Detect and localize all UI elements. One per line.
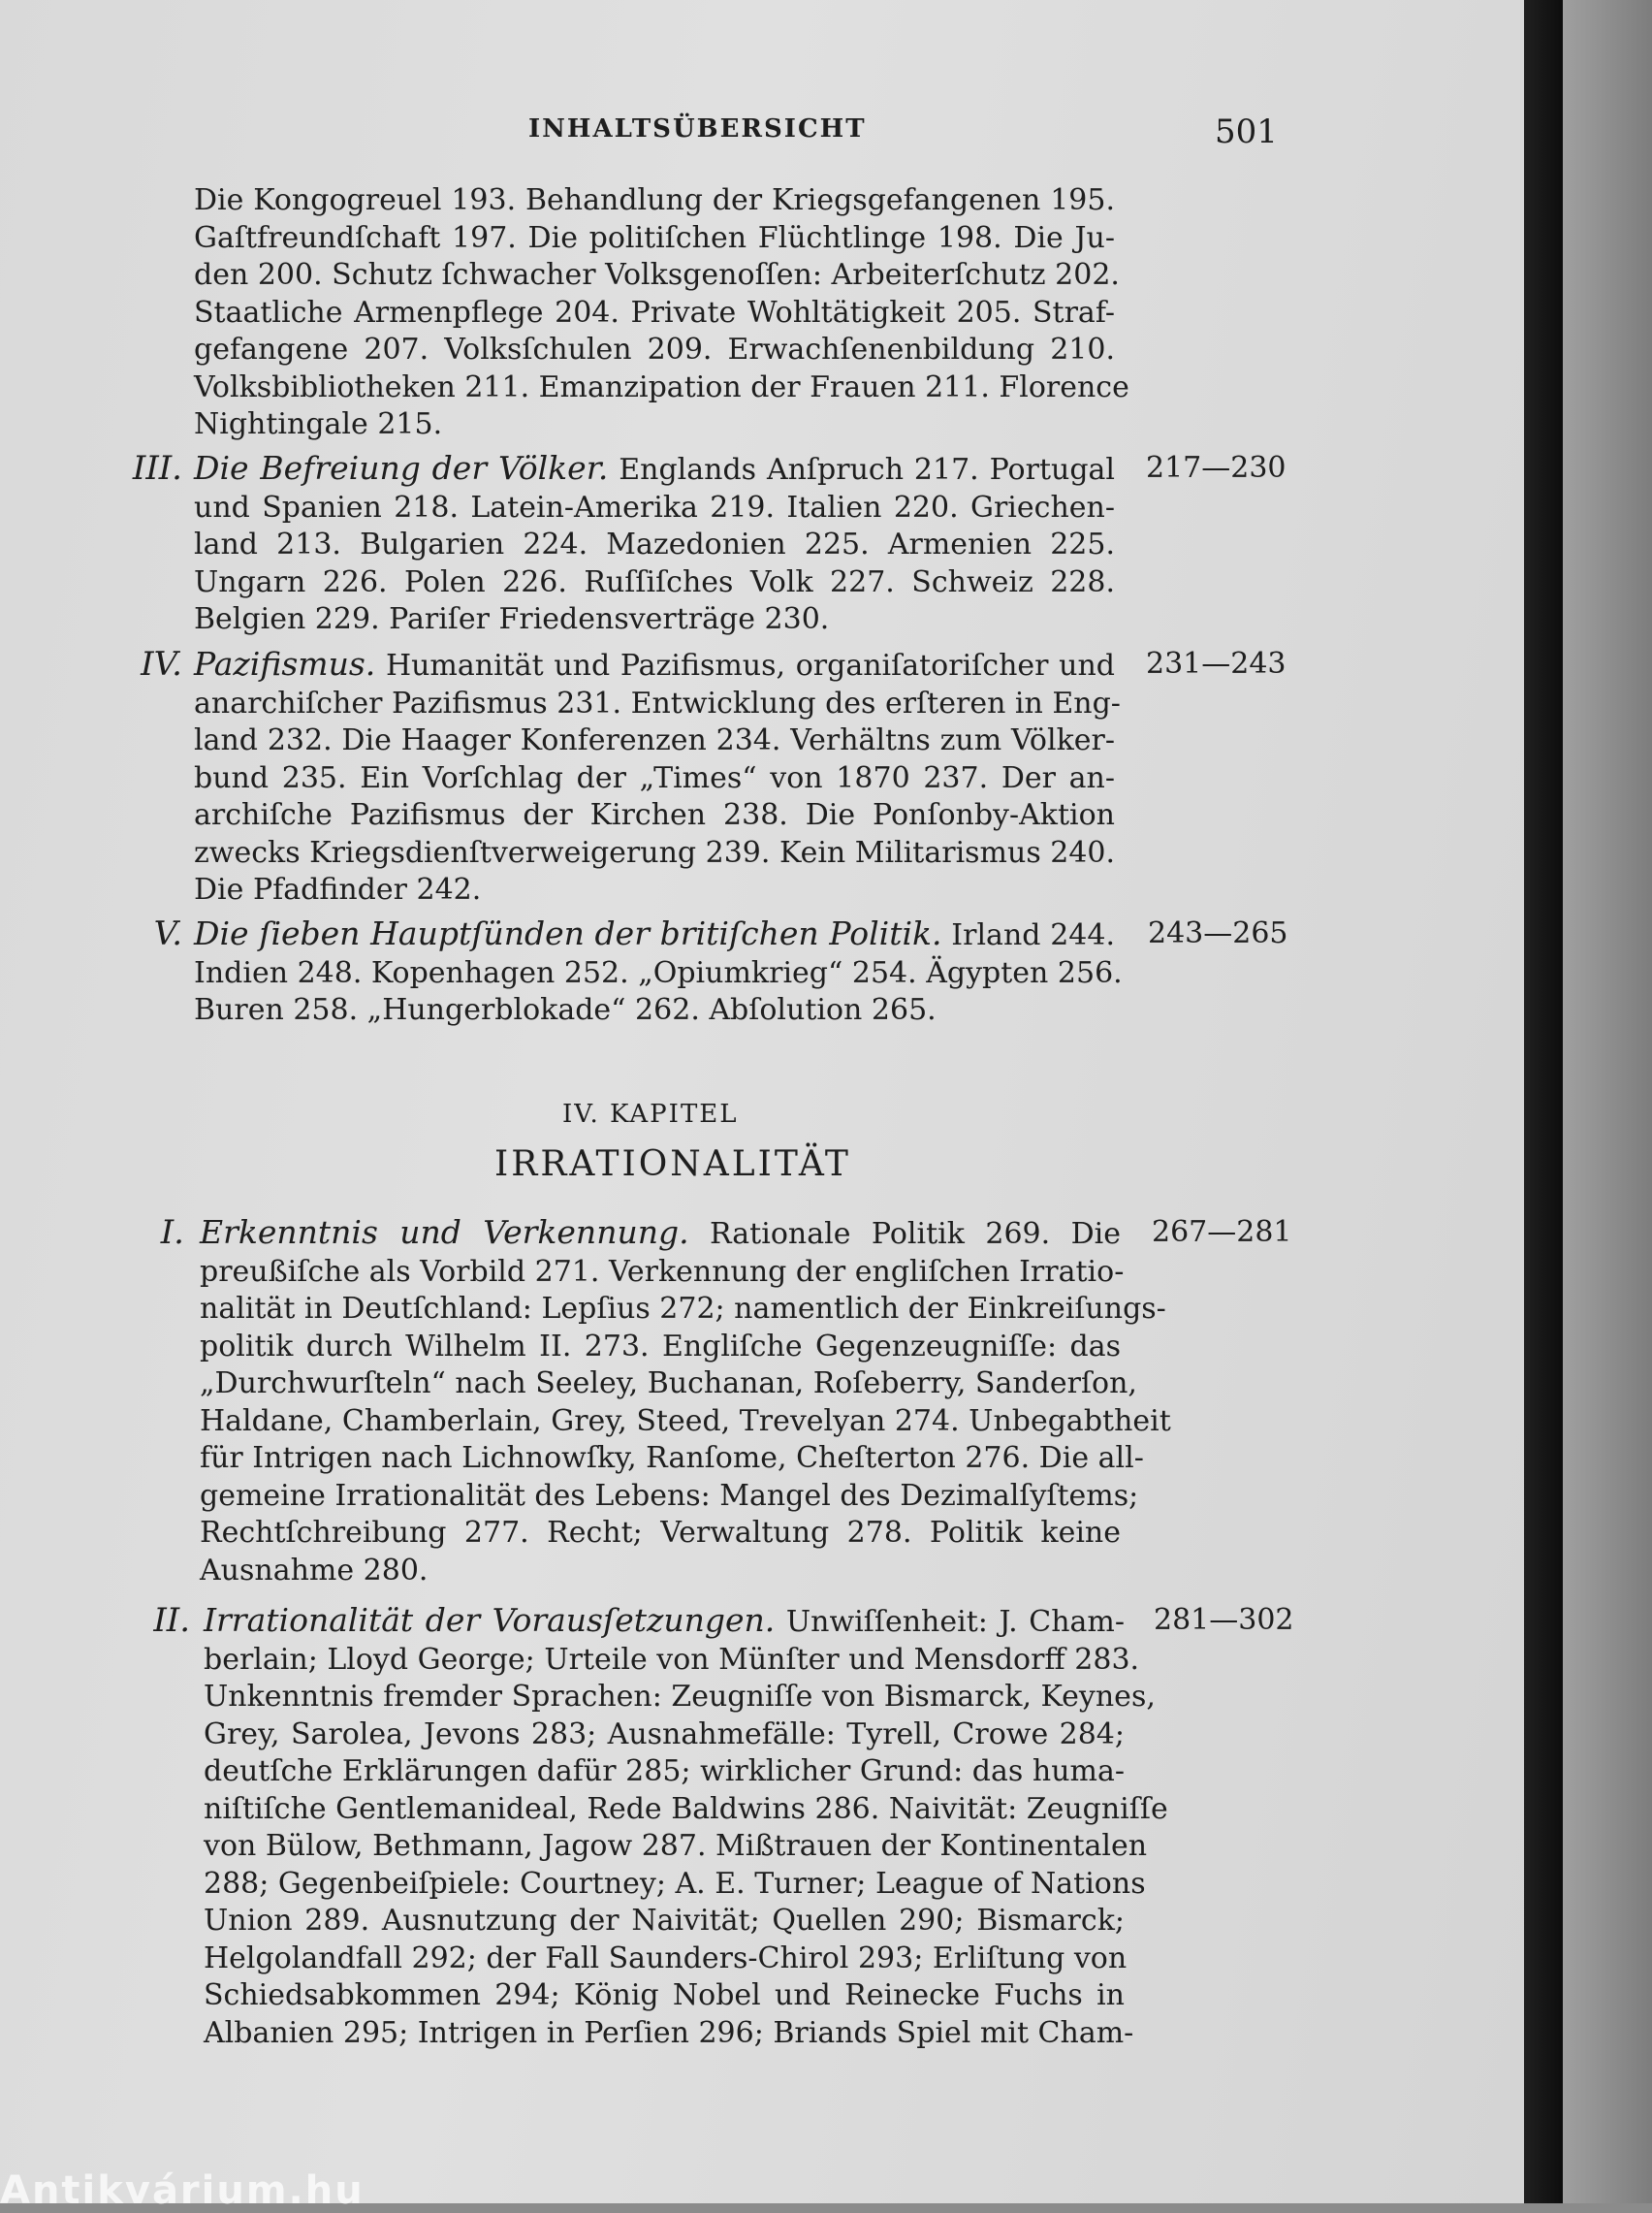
page-number: 501 <box>1215 112 1278 151</box>
page-range: 231—243 <box>1146 647 1287 681</box>
section-first-line-rest: Irland 244. <box>951 918 1115 952</box>
chapter-title: IRRATIONALITÄT <box>494 1144 851 1184</box>
intro-paragraph <box>194 182 1129 444</box>
section-numeral: IV. <box>141 645 182 684</box>
running-head: INHALTSÜBERSICHT <box>528 114 867 144</box>
text-line <box>194 915 1115 955</box>
section-title: Erkenntnis und Verkennung. <box>200 1213 689 1251</box>
toc-entry-section-v <box>194 914 1123 1030</box>
text-line: Rechtſchreibung 277. Recht; Verwaltung 278. Politik keine <box>200 1516 1121 1550</box>
text-line: von Bülow, Bethmann, Jagow 287. Mißtrauen der Kontinentalen <box>204 1829 1148 1863</box>
text-line: „Durchwurſteln“ nach Seeley, Buchanan, Roſeberry, Sanderſon, <box>200 1366 1137 1400</box>
text-line: Albanien 295; Intrigen in Perſien 296; Briands Spiel mit Cham- <box>204 2015 1134 2050</box>
text-line: gefangene 207. Volksſchulen 209. Erwachſenenbildung 210. <box>194 333 1115 367</box>
chapter-label: IV. KAPITEL <box>562 1100 739 1129</box>
text-line: nalität in Deutſchland: Lepſius 272; namentlich der Einkreiſungs- <box>200 1292 1166 1326</box>
text-line: zwecks Kriegsdienſtverweigerung 239. Kein Militarismus 240. <box>194 835 1116 870</box>
toc-entry-chapter-section-ii <box>204 1601 1168 2052</box>
text-line: Helgolandfall 292; der Fall Saunders-Chirol 293; Erliſtung von <box>204 1940 1128 1975</box>
text-line: Ausnahme 280. <box>200 1553 429 1588</box>
text-line: politik durch Wilhelm II. 273. Engliſche Gegenzeugniſſe: das <box>200 1329 1121 1363</box>
text-line: Ungarn 226. Polen 226. Ruſſiſches Volk 227. Schweiz 228. <box>194 564 1115 599</box>
section-title: Die ſieben Hauptſünden der britiſchen Politik. <box>194 914 942 952</box>
text-line: 288; Gegenbeiſpiele: Courtney; A. E. Turner; League of Nations <box>204 1866 1146 1901</box>
text-line: Nightingale 215. <box>194 407 443 441</box>
text-line: Gaſtfreundſchaft 197. Die politiſchen Flüchtlinge 198. Die Ju- <box>194 220 1115 255</box>
section-first-line-rest: Humanität und Pazifismus, organiſatoriſcher und <box>385 649 1115 683</box>
section-title: Die Befreiung der Völker. <box>194 449 609 487</box>
text-line <box>200 1214 1121 1254</box>
section-numeral: III. <box>132 449 182 488</box>
watermark: Antikvárium.hu <box>0 2168 365 2213</box>
text-line: deutſche Erklärungen dafür 285; wirklicher Grund: das huma- <box>204 1754 1125 1788</box>
text-line: Grey, Sarolea, Jevons 283; Ausnahmefälle: Tyrell, Crowe 284; <box>204 1716 1125 1751</box>
text-line <box>194 450 1115 490</box>
text-line: Unkenntnis fremder Sprachen: Zeugniſſe von Bismarck, Keynes, <box>204 1680 1156 1714</box>
text-line: Volksbibliotheken 211. Emanzipation der Frauen 211. Florence <box>194 369 1129 404</box>
section-title: Irrationalität der Vorausſetzungen. <box>204 1601 776 1639</box>
toc-entry-section-iii <box>194 450 1115 639</box>
text-line: den 200. Schutz ſchwacher Volksgenoſſen: Arbeiterſchutz 202. <box>194 258 1120 292</box>
toc-entry-chapter-section-i <box>200 1213 1171 1589</box>
text-line: Staatliche Armenpflege 204. Private Wohltätigkeit 205. Straf- <box>194 295 1115 330</box>
text-line: Haldane, Chamberlain, Grey, Steed, Trevelyan 274. Unbegabtheit <box>200 1403 1171 1438</box>
text-line: Schiedsabkommen 294; König Nobel und Reinecke Fuchs in <box>204 1978 1125 2012</box>
section-first-line-rest: Rationale Politik 269. Die <box>710 1217 1121 1251</box>
text-line: für Intrigen nach Lichnowſky, Ranſome, Cheſterton 276. Die all- <box>200 1441 1144 1475</box>
text-line: land 213. Bulgarien 224. Mazedonien 225. Armenien 225. <box>194 528 1115 561</box>
section-numeral: V. <box>153 914 182 953</box>
text-line <box>204 1602 1125 1642</box>
text-line: und Spanien 218. Latein-Amerika 219. Italien 220. Griechen- <box>194 490 1115 525</box>
page-range: 217—230 <box>1146 451 1287 485</box>
section-title: Pazifismus. <box>194 645 376 683</box>
text-line: gemeine Irrationalität des Lebens: Mangel des Dezimalſyſtems; <box>200 1478 1139 1513</box>
text-line: Indien 248. Kopenhagen 252. „Opiumkrieg“ 254. Ägypten 256. <box>194 955 1123 990</box>
text-line: berlain; Lloyd George; Urteile von Münſter und Mensdorff 283. <box>204 1642 1140 1677</box>
text-line: Union 289. Ausnutzung der Naivität; Quellen 290; Bismarck; <box>204 1904 1125 1938</box>
section-first-line-rest: Unwiſſenheit: J. Cham- <box>785 1605 1126 1639</box>
text-line: preußiſche als Vorbild 271. Verkennung der engliſchen Irratio- <box>200 1254 1125 1289</box>
toc-entry-section-iv <box>194 645 1121 910</box>
section-numeral: I. <box>160 1213 184 1252</box>
text-line: Buren 258. „Hungerblokade“ 262. Abſolution 265. <box>194 993 937 1027</box>
section-numeral: II. <box>153 1601 190 1640</box>
text-line: niſtiſche Gentlemanideal, Rede Baldwins 286. Naivität: Zeugniſſe <box>204 1791 1168 1826</box>
section-first-line-rest: Englands Anſpruch 217. Portugal <box>619 453 1116 487</box>
book-binding-edge <box>1524 0 1563 2203</box>
page-range: 267—281 <box>1152 1215 1292 1249</box>
text-line: Die Pfadfinder 242. <box>194 873 482 907</box>
text-line: land 232. Die Haager Konferenzen 234. Verhältns zum Völker- <box>194 723 1115 757</box>
text-line: archiſche Pazifismus der Kirchen 238. Die Ponſonby-Aktion <box>194 798 1115 832</box>
facing-page-edge <box>1563 0 1652 2203</box>
text-line: Die Kongogreuel 193. Behandlung der Kriegsgefangenen 195. <box>194 183 1115 217</box>
page-range: 281—302 <box>1154 1603 1294 1637</box>
text-line: Belgien 229. Pariſer Friedensverträge 230. <box>194 602 830 636</box>
text-line: anarchiſcher Pazifismus 231. Entwicklung des erſteren in Eng- <box>194 686 1121 721</box>
page-range: 243—265 <box>1148 916 1288 950</box>
text-line <box>194 646 1115 686</box>
text-line: bund 235. Ein Vorſchlag der „Times“ von 1870 237. Der an- <box>194 760 1115 795</box>
